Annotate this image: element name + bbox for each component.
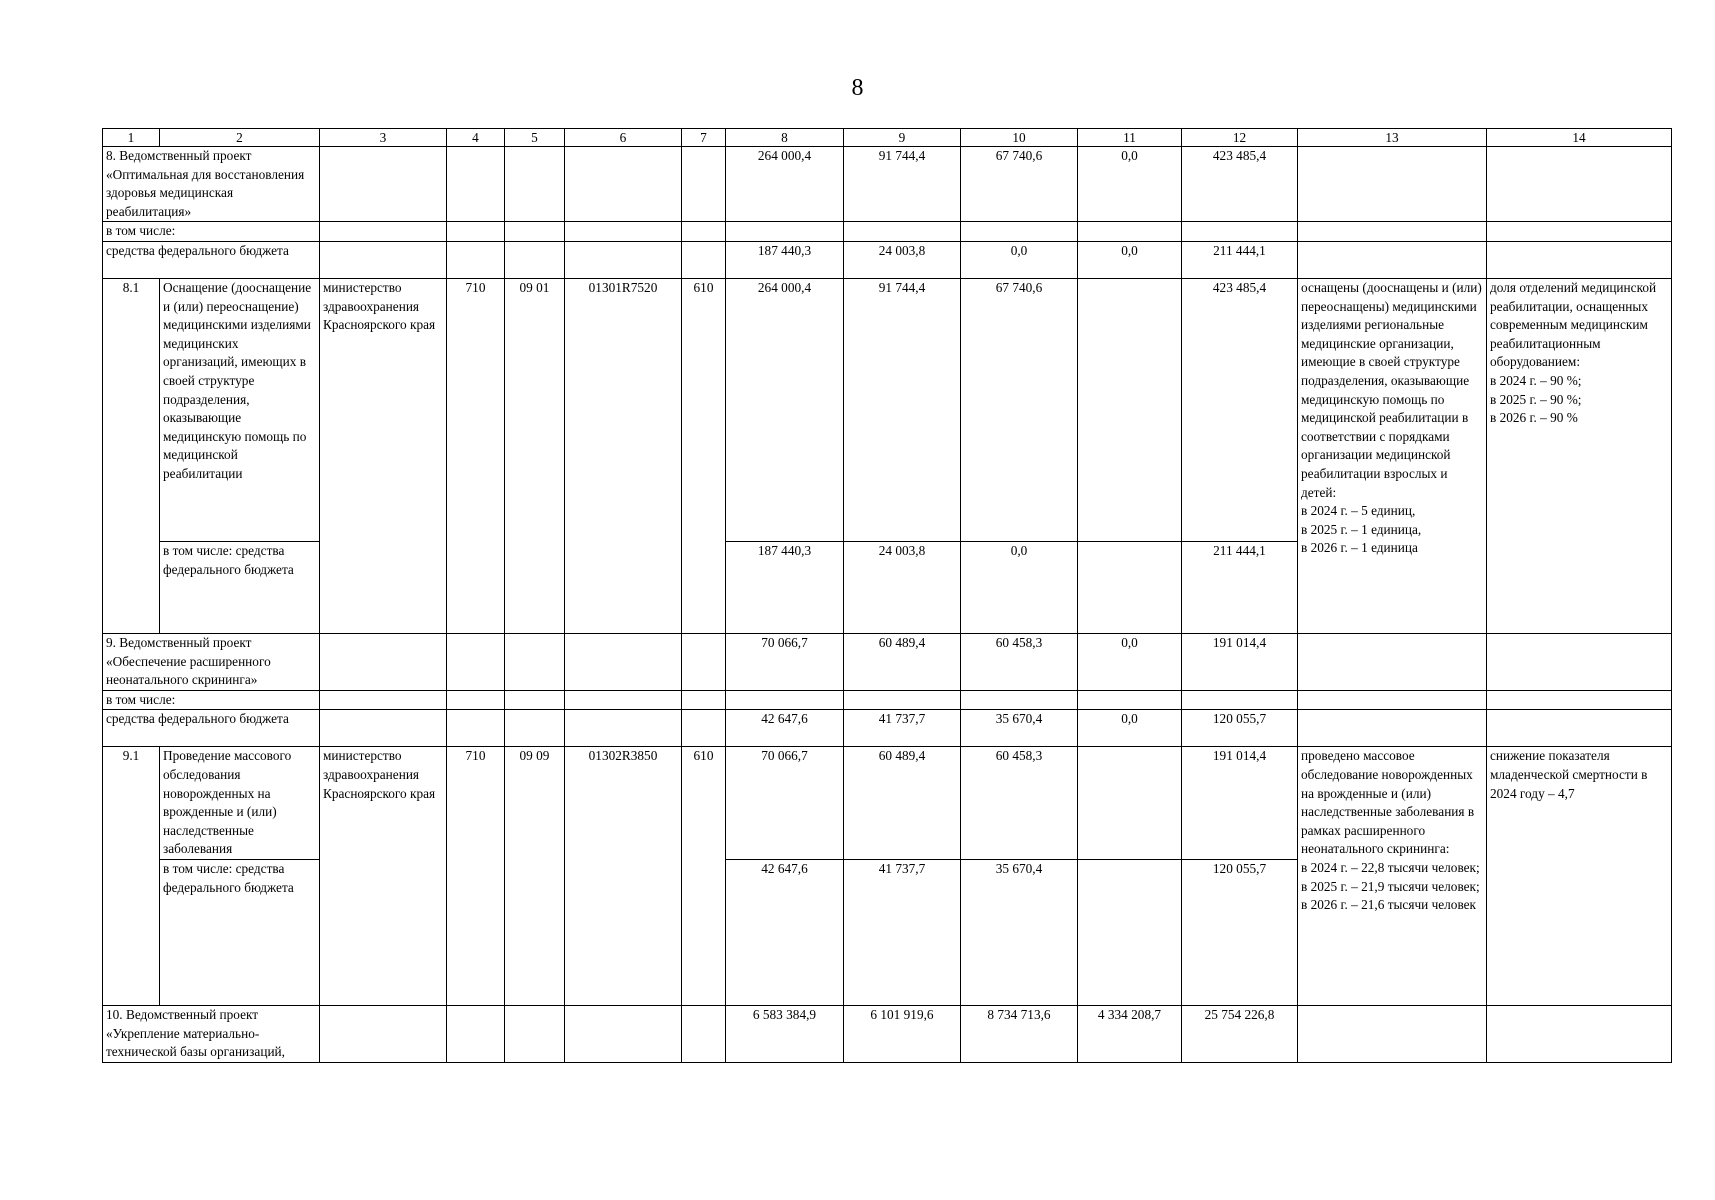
value-cell (1078, 541, 1182, 633)
value-cell (1078, 859, 1182, 1005)
result-line: в 2025 г. – 21,9 тысячи человек; (1301, 878, 1480, 894)
value-cell: 264 000,4 (726, 147, 844, 222)
project-name: 8. Ведомственный проект «Оптимальная для восстановления здоровья медицинская реабилитация» (103, 147, 320, 222)
event-name: Оснащение (дооснащение и (или) переоснащение) медицинскими изделиями медицинских организаций, имеющих в своей структуре подразделения, оказывающие медицинскую помощь по медицинской реабилитации (160, 278, 320, 541)
budget-table (102, 128, 1672, 1063)
table-row (103, 1005, 1672, 1062)
result-text: оснащены (дооснащены и (или) переоснащены) медицинскими изделиями региональные медицинские организации, имеющие в своей структуре подразделения, оказывающие медицинскую помощь по медицинской реабилитации в соответствии с порядками организации медицинской реабилитации взрослых и детей: (1301, 279, 1482, 500)
header-cell: 13 (1298, 129, 1487, 147)
table-row (103, 222, 1672, 242)
result-cell (1298, 747, 1487, 1006)
table-row (103, 710, 1672, 747)
executor: министерство здравоохранения Красноярского края (320, 278, 447, 633)
value-cell: 41 737,7 (844, 859, 961, 1005)
row-label: средства федерального бюджета (103, 710, 320, 747)
value-cell: 191 014,4 (1182, 633, 1298, 690)
value-cell: 70 066,7 (726, 747, 844, 860)
indicator-cell (1487, 747, 1672, 1006)
result-line: в 2026 г. – 1 единица (1301, 540, 1418, 556)
header-cell: 11 (1078, 129, 1182, 147)
code-cell: 09 01 (505, 278, 565, 633)
result-cell (1298, 278, 1487, 633)
indicator-cell (1487, 278, 1672, 633)
value-cell: 41 737,7 (844, 710, 961, 747)
table-row (103, 690, 1672, 710)
header-cell: 8 (726, 129, 844, 147)
result-line: в 2025 г. – 1 единица, (1301, 521, 1422, 537)
value-cell: 25 754 226,8 (1182, 1005, 1298, 1062)
value-cell: 91 744,4 (844, 147, 961, 222)
value-cell (1078, 278, 1182, 541)
value-cell: 42 647,6 (726, 859, 844, 1005)
result-text: проведено массовое обследование новорожденных на врожденные и (или) наследственные заболевания в рамках расширенного неонатального скрининга: (1301, 748, 1475, 857)
value-cell: 6 583 384,9 (726, 1005, 844, 1062)
header-cell: 7 (682, 129, 726, 147)
value-cell: 35 670,4 (961, 710, 1078, 747)
value-cell: 0,0 (1078, 147, 1182, 222)
table-row (103, 747, 1672, 860)
value-cell: 264 000,4 (726, 278, 844, 541)
value-cell: 4 334 208,7 (1078, 1005, 1182, 1062)
value-cell: 120 055,7 (1182, 710, 1298, 747)
code-cell: 01301R7520 (565, 278, 682, 633)
table-row (103, 278, 1672, 541)
header-cell: 4 (447, 129, 505, 147)
header-cell: 5 (505, 129, 565, 147)
table-row (103, 241, 1672, 278)
value-cell: 24 003,8 (844, 541, 961, 633)
row-label: в том числе: средства федерального бюджета (160, 859, 320, 1005)
project-name: 9. Ведомственный проект «Обеспечение расширенного неонатального скрининга» (103, 633, 320, 690)
value-cell: 423 485,4 (1182, 147, 1298, 222)
indicator-line: в 2026 г. – 90 % (1490, 410, 1578, 426)
value-cell: 35 670,4 (961, 859, 1078, 1005)
value-cell: 60 458,3 (961, 747, 1078, 860)
header-cell: 2 (160, 129, 320, 147)
code-cell: 610 (682, 278, 726, 633)
value-cell: 187 440,3 (726, 541, 844, 633)
indicator-line: в 2024 г. – 90 %; (1490, 372, 1582, 388)
value-cell: 0,0 (1078, 633, 1182, 690)
header-cell: 3 (320, 129, 447, 147)
page-number: 8 (851, 75, 864, 101)
code-cell: 710 (447, 278, 505, 633)
result-line: в 2024 г. – 22,8 тысячи человек; (1301, 859, 1480, 875)
value-cell: 91 744,4 (844, 278, 961, 541)
value-cell: 8 734 713,6 (961, 1005, 1078, 1062)
value-cell: 0,0 (1078, 241, 1182, 278)
value-cell: 24 003,8 (844, 241, 961, 278)
header-cell: 14 (1487, 129, 1672, 147)
value-cell: 67 740,6 (961, 278, 1078, 541)
result-line: в 2024 г. – 5 единиц, (1301, 503, 1416, 519)
value-cell: 60 489,4 (844, 633, 961, 690)
value-cell: 211 444,1 (1182, 541, 1298, 633)
row-number: 9.1 (103, 747, 160, 1006)
value-cell: 191 014,4 (1182, 747, 1298, 860)
result-line: в 2026 г. – 21,6 тысячи человек (1301, 897, 1477, 913)
indicator-text: доля отделений медицинской реабилитации, оснащенных современным медицинским реабилитационным оборудованием: (1490, 279, 1657, 370)
value-cell (1078, 747, 1182, 860)
header-cell: 1 (103, 129, 160, 147)
value-cell: 0,0 (1078, 710, 1182, 747)
row-label: в том числе: средства федерального бюджета (160, 541, 320, 633)
value-cell: 60 489,4 (844, 747, 961, 860)
row-number: 8.1 (103, 278, 160, 633)
row-label: в том числе: (103, 690, 320, 710)
indicator-line: в 2025 г. – 90 %; (1490, 391, 1582, 407)
value-cell: 0,0 (961, 541, 1078, 633)
value-cell: 187 440,3 (726, 241, 844, 278)
table-row (103, 633, 1672, 690)
event-name: Проведение массового обследования новорожденных на врожденные и (или) наследственные заболевания (160, 747, 320, 860)
executor: министерство здравоохранения Красноярского края (320, 747, 447, 1006)
header-cell: 12 (1182, 129, 1298, 147)
value-cell: 211 444,1 (1182, 241, 1298, 278)
project-name: 10. Ведомственный проект «Укрепление материально-технической базы организаций, (103, 1005, 320, 1062)
value-cell: 42 647,6 (726, 710, 844, 747)
value-cell: 120 055,7 (1182, 859, 1298, 1005)
code-cell: 610 (682, 747, 726, 1006)
value-cell: 6 101 919,6 (844, 1005, 961, 1062)
code-cell: 710 (447, 747, 505, 1006)
table-header-row (103, 129, 1672, 147)
table-row (103, 147, 1672, 222)
header-cell: 9 (844, 129, 961, 147)
code-cell: 01302R3850 (565, 747, 682, 1006)
indicator-text: снижение показателя младенческой смертности в 2024 году – 4,7 (1490, 748, 1648, 801)
code-cell: 09 09 (505, 747, 565, 1006)
value-cell: 0,0 (961, 241, 1078, 278)
value-cell: 60 458,3 (961, 633, 1078, 690)
header-cell: 10 (961, 129, 1078, 147)
value-cell: 67 740,6 (961, 147, 1078, 222)
row-label: средства федерального бюджета (103, 241, 320, 278)
row-label: в том числе: (103, 222, 320, 242)
header-cell: 6 (565, 129, 682, 147)
value-cell: 423 485,4 (1182, 278, 1298, 541)
value-cell: 70 066,7 (726, 633, 844, 690)
